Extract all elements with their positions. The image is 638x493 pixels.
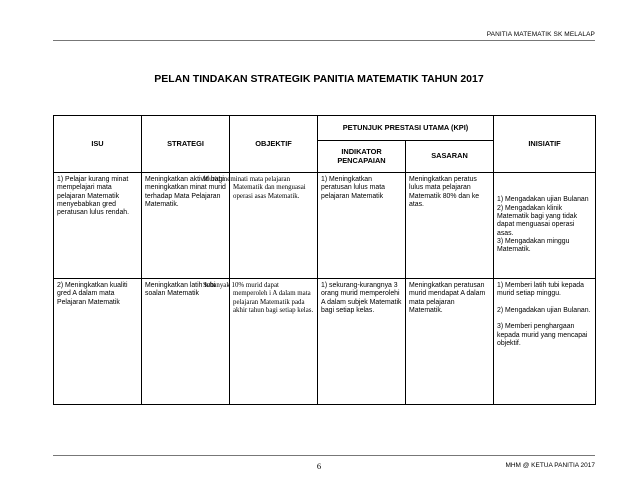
header-sasaran: SASARAN (406, 141, 494, 173)
cell-isu: 1) Pelajar kurang minat mempelajari mata pelajaran Matematik menyebabkan gred peratusan lulus rendah. (54, 173, 142, 279)
cell-objektif: Murid meminati mata pelajaran Matematik dan menguasai operasi asas Matematik. (230, 173, 318, 279)
cell-indikator: 1) Meningkatkan peratusan lulus mata pelajaran Matematik (318, 173, 406, 279)
header-kpi: PETUNJUK PRESTASI UTAMA (KPI) (318, 116, 494, 141)
cell-strategi: Meningkatkan aktiviti bagi meningkatkan minat murid terhadap Mata Pelajaran Matematik. (142, 173, 230, 279)
cell-indikator: 1) sekurang-kurangnya 3 orang murid memperolehi A dalam subjek Matematik bagi setiap kelas. (318, 279, 406, 405)
page-number: 6 (316, 461, 322, 471)
header-divider (53, 40, 595, 41)
cell-sasaran: Meningkatkan peratus lulus mata pelajaran Matematik 80% dan ke atas. (406, 173, 494, 279)
cell-inisiatif: 1) Memberi latih tubi kepada murid setiap minggu. 2) Mengadakan ujian Bulanan. 3) Memberi penghargaan kepada murid yang mencapai objektif. (494, 279, 596, 405)
document-title: PELAN TINDAKAN STRATEGIK PANITIA MATEMATIK TAHUN 2017 (154, 73, 484, 85)
cell-isu: 2) Meningkatkan kualiti gred A dalam mata Pelajaran Matematik (54, 279, 142, 405)
cell-inisiatif: 1) Mengadakan ujian Bulanan 2) Mengadakan klinik Matematik bagi yang tidak dapat menguasai operasi asas. 3) Mengadakan minggu Matematik. (494, 173, 596, 279)
footer-divider (53, 455, 595, 456)
cell-sasaran: Meningkatkan peratusan murid mendapat A dalam mata pelajaran Matematik. (406, 279, 494, 405)
table-header-row (54, 116, 596, 141)
cell-strategi: Meningkatkan latih tubi soalan Matematik (142, 279, 230, 405)
header-inisiatif: INISIATIF (494, 116, 596, 173)
header-objektif: OBJEKTIF (230, 116, 318, 173)
header-org: PANITIA MATEMATIK SK MELALAP (486, 31, 595, 38)
header-isu: ISU (54, 116, 142, 173)
table-row (54, 173, 596, 279)
header-strategi: STRATEGI (142, 116, 230, 173)
cell-objektif: Sebanyak 10% murid dapat memperoleh i A dalam mata pelajaran Matematik pada akhir tahun bagi setiap kelas. (230, 279, 318, 405)
strategic-plan-table (53, 115, 596, 405)
header-indikator: INDIKATOR PENCAPAIAN (318, 141, 406, 173)
footer-credit: MHM @ KETUA PANITIA 2017 (505, 462, 595, 469)
table-row (54, 279, 596, 405)
